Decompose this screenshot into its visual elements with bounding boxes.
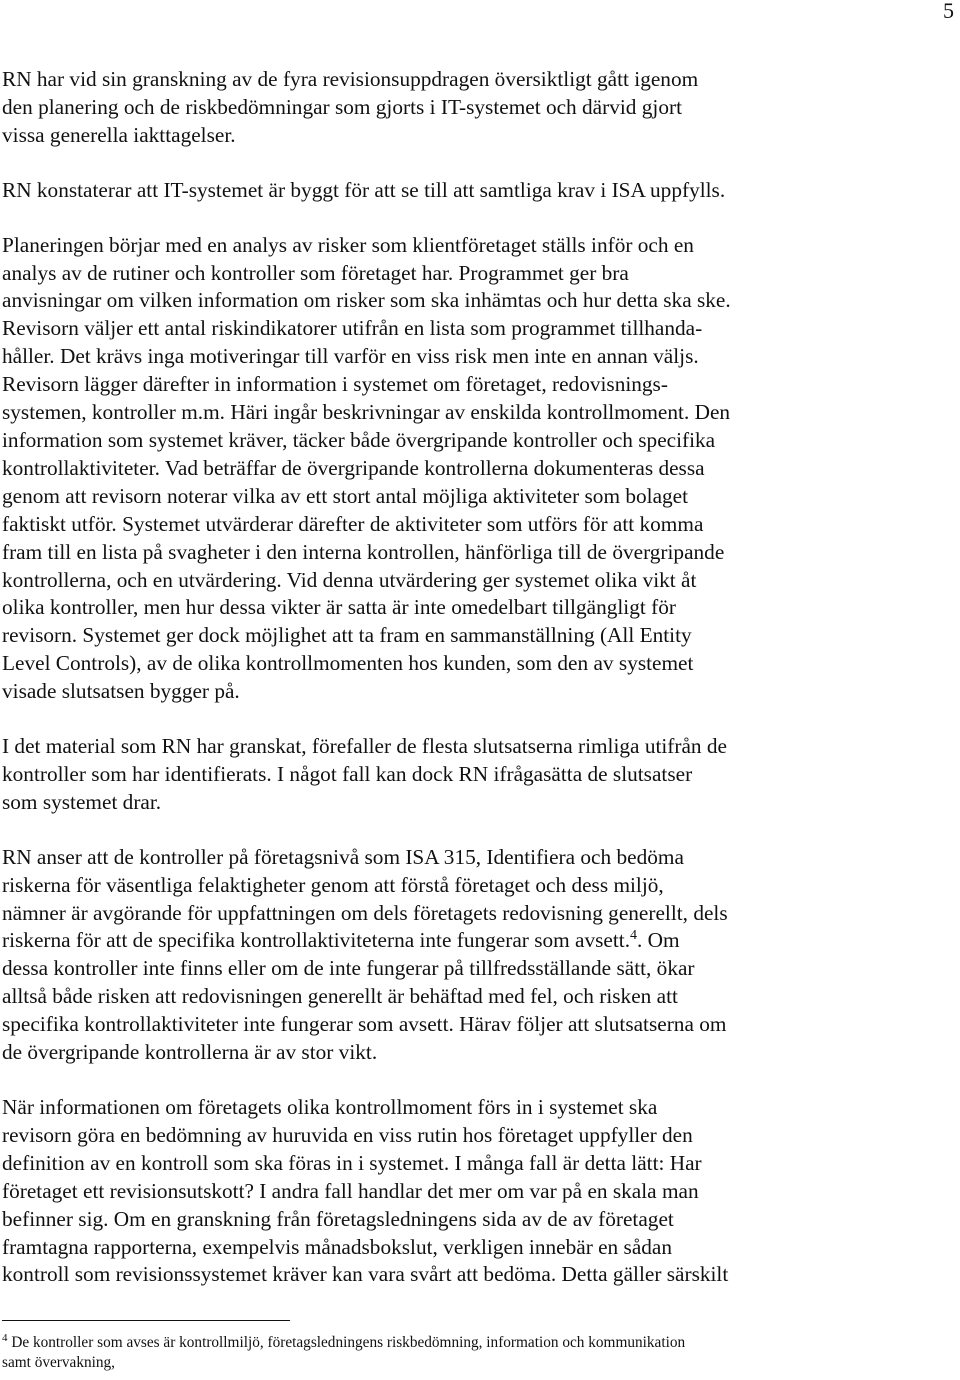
text-line: RN konstaterar att IT-systemet är byggt för att se till att samtliga krav i ISA uppfylls.	[2, 177, 726, 202]
paragraph-3	[2, 232, 852, 706]
footnote	[2, 1333, 902, 1373]
text-line: visade slutsatsen bygger på.	[2, 679, 240, 704]
text-line: håller. Det krävs inga motiveringar till varför en viss risk men inte en annan väljs.	[2, 344, 699, 369]
footnote-line: samt övervakning,	[2, 1354, 116, 1371]
text-line: analys av de rutiner och kontroller som företaget har. Programmet ger bra	[2, 260, 629, 285]
text-line: genom att revisorn noterar vilka av ett stort antal möjliga aktiviteter som bolaget	[2, 483, 689, 508]
text-line: kontroll som revisionssystemet kräver kan vara svårt att bedöma. Detta gäller särskilt	[2, 1262, 729, 1287]
text-line: olika kontroller, men hur dessa vikter är satta är inte omedelbart tillgängligt för	[2, 595, 676, 620]
text-line: Level Controls), av de olika kontrollmomenten hos kunden, som den av systemet	[2, 651, 694, 676]
text-fragment: . Om	[637, 928, 680, 953]
text-line: definition av en kontroll som ska föras in i systemet. I många fall är detta lätt: Har	[2, 1150, 702, 1175]
text-line: Planeringen börjar med en analys av risker som klientföretaget ställs inför och en	[2, 232, 694, 257]
text-line: När informationen om företagets olika kontrollmoment förs in i systemet ska	[2, 1095, 658, 1119]
text-line: systemen, kontroller m.m. Häri ingår beskrivningar av enskilda kontrollmoment. Den	[2, 400, 731, 425]
paragraph-1	[2, 66, 852, 150]
text-line: nämner är avgörande för uppfattningen om dels företagets redovisning generellt, dels	[2, 900, 728, 925]
text-line: kontrollerna, och en utvärdering. Vid denna utvärdering ger systemet olika vikt åt	[2, 567, 697, 592]
text-line: Revisorn väljer ett antal riskindikatorer utifrån en lista som programmet tillhanda-	[2, 316, 703, 341]
paragraph-6	[2, 1094, 852, 1289]
footnote-reference[interactable]: 4	[630, 928, 638, 944]
text-line: som systemet drar.	[2, 789, 162, 814]
footnote-separator	[2, 1320, 290, 1321]
text-line: företaget ett revisionsutskott? I andra fall handlar det mer om var på en skala man	[2, 1178, 699, 1203]
text-line: alltså både risken att redovisningen generellt är behäftad med fel, och risken att	[2, 984, 678, 1009]
text-line: riskerna för väsentliga felaktigheter genom att förstå företaget och dess miljö,	[2, 872, 664, 897]
text-line: fram till en lista på svagheter i den interna kontrollen, hänförliga till de övergripande	[2, 539, 725, 564]
text-line-with-footnote-ref	[2, 927, 852, 955]
text-line: I det material som RN har granskat, förefaller de flesta slutsatserna rimliga utifrån de	[2, 734, 728, 759]
text-line: kontrollaktiviteter. Vad beträffar de övergripande kontrollerna dokumenteras dessa	[2, 455, 705, 480]
text-line: RN anser att de kontroller på företagsnivå som ISA 315, Identifiera och bedöma	[2, 844, 684, 869]
body-text	[2, 66, 852, 1316]
footnote-text: De kontroller som avses är kontrollmiljö, företagsledningens riskbedömning, information och kommunikation	[7, 1334, 686, 1351]
footnote-marker: 4	[2, 1332, 8, 1344]
text-line: befinner sig. Om en granskning från företagsledningens sida av de av företaget	[2, 1206, 674, 1231]
page-number: 5	[943, 0, 954, 23]
paragraph-5	[2, 844, 852, 1067]
text-line: faktiskt utför. Systemet utvärderar därefter de aktiviteter som utförs för att komma	[2, 511, 704, 536]
text-line: vissa generella iakttagelser.	[2, 122, 236, 147]
text-line: kontroller som har identifierats. I något fall kan dock RN ifrågasätta de slutsatser	[2, 761, 693, 786]
text-line: specifika kontrollaktiviteter inte fungerar som avsett. Härav följer att slutsatserna om	[2, 1012, 727, 1037]
paragraph-2	[2, 177, 852, 205]
text-line: den planering och de riskbedömningar som gjorts i IT-systemet och därvid gjort	[2, 94, 682, 119]
text-line: framtagna rapporterna, exempelvis månadsbokslut, verkligen innebär en sådan	[2, 1234, 673, 1259]
text-line: revisorn. Systemet ger dock möjlighet att ta fram en sammanställning (All Entity	[2, 623, 692, 648]
text-line: de övergripande kontrollerna är av stor vikt.	[2, 1040, 378, 1065]
paragraph-4	[2, 733, 852, 817]
footnote-line	[2, 1333, 902, 1353]
text-line: Revisorn lägger därefter in information i systemet om företaget, redovisnings-	[2, 372, 668, 397]
text-line: anvisningar om vilken information om risker som ska inhämtas och hur detta ska ske.	[2, 288, 731, 313]
text-fragment: riskerna för att de specifika kontrollaktiviteterna inte fungerar som avsett.	[2, 928, 631, 953]
text-line: revisorn göra en bedömning av huruvida en viss rutin hos företaget uppfyller den	[2, 1122, 693, 1147]
text-line: dessa kontroller inte finns eller om de inte fungerar på tillfredsställande sätt, ökar	[2, 956, 695, 981]
text-line: information som systemet kräver, täcker både övergripande kontroller och specifika	[2, 427, 716, 452]
text-line: RN har vid sin granskning av de fyra revisionsuppdragen översiktligt gått igenom	[2, 67, 699, 91]
